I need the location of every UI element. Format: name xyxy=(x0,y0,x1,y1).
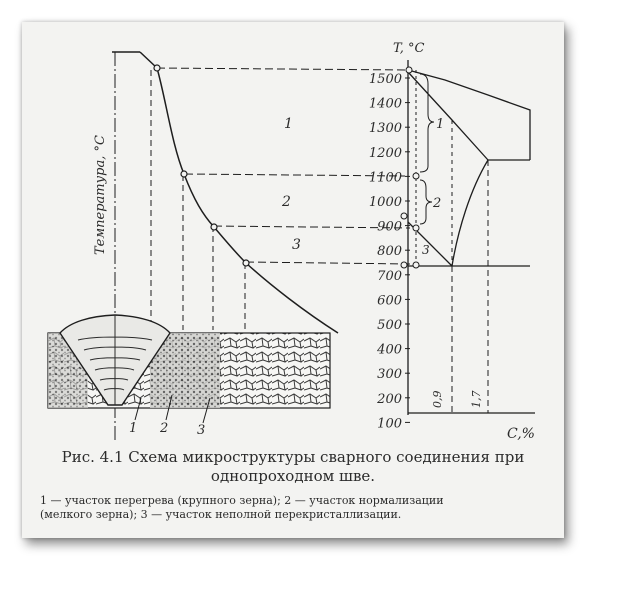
weld-section-label-2: 2 xyxy=(160,421,169,436)
horizontal-guide-1500 xyxy=(157,68,410,70)
temperature-curve xyxy=(140,52,338,333)
legend-line: (мелкого зерна); 3 — участок неполной перекристаллизации. xyxy=(40,508,402,521)
zone-label-1: 1 xyxy=(284,116,293,132)
right-x-axis-label: C,% xyxy=(507,426,535,442)
liquidus-line xyxy=(408,70,530,160)
zone-marker-point xyxy=(401,213,407,219)
y-tick-label: 1400 xyxy=(368,96,402,112)
y-tick-label: 500 xyxy=(377,318,402,333)
right-y-axis-label: T, °C xyxy=(393,41,425,56)
horizontal-guide-720 xyxy=(246,262,410,264)
acm-line xyxy=(452,160,488,266)
zone-marker-point xyxy=(406,67,412,73)
y-tick-label: 1000 xyxy=(368,195,402,210)
zone-marker-point xyxy=(413,262,419,268)
weld-section-label-1: 1 xyxy=(129,421,138,436)
solidus-line xyxy=(408,72,488,160)
right-y-ticks xyxy=(369,72,410,431)
zone-brace-2 xyxy=(420,180,432,224)
weld-cross-section xyxy=(48,315,330,438)
right-zone-label-2: 2 xyxy=(433,196,442,211)
legend-line: 1 — участок перегрева (крупного зерна); 2 — участок нормализации xyxy=(40,494,444,507)
zone-marker-point xyxy=(413,225,419,231)
figure-legend xyxy=(40,494,548,522)
y-tick-label: 1300 xyxy=(368,121,402,137)
y-tick-label: 600 xyxy=(377,293,402,309)
curve-point xyxy=(211,224,217,230)
y-tick-label: 400 xyxy=(377,342,402,358)
y-tick-label: 700 xyxy=(377,268,402,284)
weld-section-label-3: 3 xyxy=(197,423,206,438)
y-tick-label: 800 xyxy=(377,244,402,260)
zone-label-3: 3 xyxy=(292,237,301,253)
zone-label-2: 2 xyxy=(282,194,291,210)
y-tick-label: 200 xyxy=(377,391,402,407)
zone-brace-1 xyxy=(420,74,434,172)
y-tick-label: 900 xyxy=(377,219,402,235)
zone-marker-point xyxy=(401,262,407,268)
y-tick-label: 1100 xyxy=(368,170,402,186)
left-y-axis-label: Температура, °C xyxy=(93,135,108,255)
x-tick-1-7: 1,7 xyxy=(470,390,483,408)
right-zone-label-1: 1 xyxy=(436,117,445,132)
zone-marker-point xyxy=(413,173,419,179)
iron-carbon-diagram xyxy=(369,41,535,442)
figure-caption: Рис. 4.1 Схема микроструктуры сварного соединения при однопроходном шве. xyxy=(61,448,525,485)
y-tick-label: 1500 xyxy=(368,72,402,87)
right-zone-label-3: 3 xyxy=(422,243,430,257)
curve-point xyxy=(181,171,187,177)
x-tick-0-9: 0,9 xyxy=(431,390,444,408)
y-tick-label: 1200 xyxy=(368,145,402,161)
y-tick-label: 100 xyxy=(377,416,402,432)
curve-point xyxy=(154,65,160,71)
y-tick-label: 300 xyxy=(377,367,402,383)
curve-point xyxy=(243,260,249,266)
